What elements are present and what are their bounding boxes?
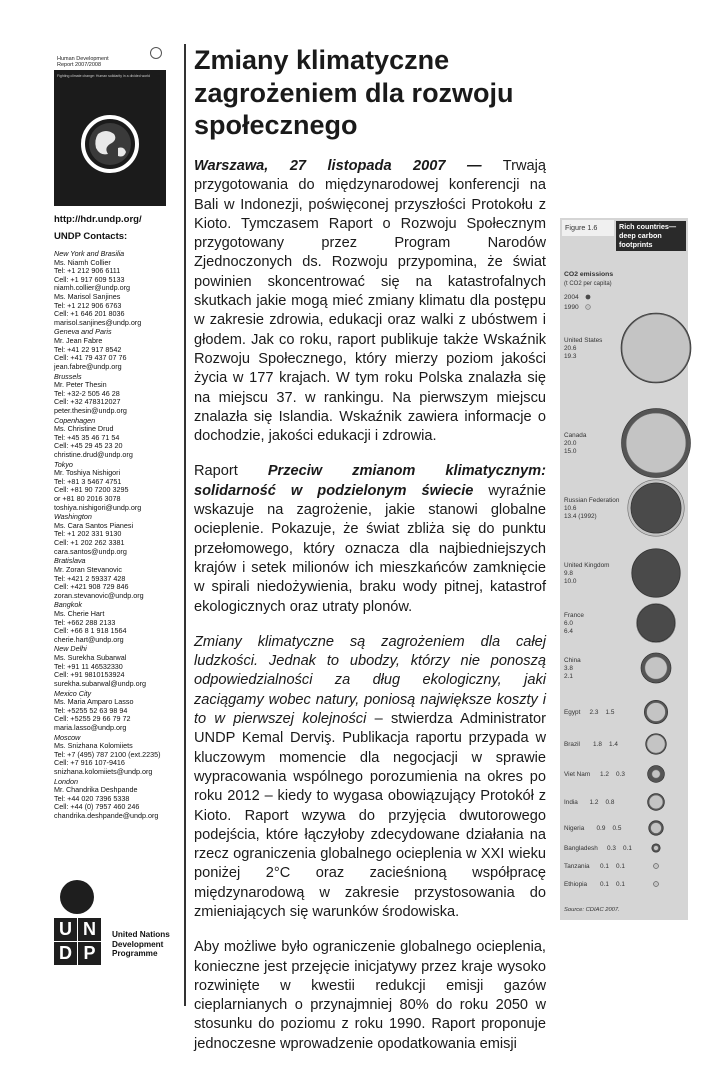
country-label: Nigeria [564, 825, 585, 832]
bubble-2004 [632, 549, 680, 597]
legend-marker-2004 [586, 295, 591, 300]
paragraph-text: – stwierdza Administrator UNDP Kemal Derviş. Publikacja raportu przypada w kluczowym momencie dla negocjacji w sprawie wypracowania wspólnego porozumienia na okres po roku 2012 – kiedy to wygasa obowiązujący Protokół z Kioto. Raport wzywa do przyjęcia dwutorowego podejścia, które łączyłoby zdecydowane działania na rzecz ograniczenia globalnego ocieplenia w XXI wieku poniżej 2°C oraz zacieśnioną współpracę międzynarodową w zakresie przystosowania do zmieniających się warunków środowiska. [194, 711, 546, 920]
value-2004-label: 0.3 [607, 845, 616, 852]
contact-line: Ms. Christine Drud [54, 424, 114, 434]
country-label: Viet Nam [564, 771, 591, 778]
contact-line: Cell: +1 202 262 3381 [54, 538, 125, 548]
country-label: Russian Federation [564, 497, 620, 504]
country-label: United States [564, 337, 603, 344]
value-1990-label: 1.4 [609, 741, 618, 748]
contact-line: Ms. Niamh Collier [54, 257, 111, 267]
title-line: zagrożeniem dla rozwoju [194, 77, 514, 108]
office-city: Moscow [54, 732, 81, 742]
contact-email[interactable]: snizhana.kolomiiets@undp.org [54, 766, 153, 776]
value-2004-label: 0.1 [600, 863, 609, 870]
source-note: Source: CDIAC 2007. [564, 907, 620, 913]
value-2004-label: 0.9 [596, 825, 606, 832]
contact-line: Cell: +66 8 1 918 1564 [54, 626, 127, 636]
logo-letter-p: P [78, 942, 101, 965]
bubble-1990 [647, 735, 665, 753]
cover-subtitle: Fighting climate change: Human solidarity in a divided world [57, 74, 150, 78]
contact-email[interactable]: surekha.subarwal@undp.org [54, 678, 147, 688]
bubble-1990 [654, 882, 659, 887]
contact-line: Tel: +91 11 46532330 [54, 661, 123, 671]
dateline: Warszawa, 27 listopada 2007 — [194, 158, 482, 174]
value-2004-label: 10.6 [564, 505, 577, 512]
title-line: społecznego [194, 110, 358, 140]
bubble-1990 [622, 314, 690, 382]
figure-title [616, 221, 686, 251]
legend-label-1990: 1990 [564, 304, 579, 311]
office-block [54, 250, 184, 327]
value-1990-label: 0.1 [616, 881, 625, 888]
undp-logo [54, 880, 106, 964]
contact-email[interactable]: marisol.sanjines@undp.org [54, 317, 142, 327]
office-city: Bratislava [54, 556, 86, 566]
office-city: Mexico City [54, 688, 92, 698]
contact-line: Mr. Jean Fabre [54, 336, 103, 346]
contact-line: Tel: +44 020 7396 5338 [54, 793, 130, 803]
bubble-chart [560, 218, 688, 920]
value-1990-label: 0.5 [612, 825, 622, 832]
contact-email[interactable]: cara.santos@undp.org [54, 546, 127, 556]
office-block [54, 373, 184, 416]
organization-name [112, 930, 170, 959]
legend-label-2004: 2004 [564, 294, 579, 301]
contact-line: Cell: +44 (0) 7957 460 246 [54, 802, 140, 812]
value-2004-label: 1.8 [593, 741, 602, 748]
value-1990-label: 0.1 [616, 863, 625, 870]
report-cover-image [54, 44, 166, 206]
country-label: China [564, 657, 581, 664]
office-city: Washington [54, 512, 92, 522]
country-label: Canada [564, 432, 587, 439]
figure-title-line: deep carbon [619, 230, 662, 240]
country-label: India [564, 799, 578, 806]
contact-line: Cell: +421 908 729 846 [54, 582, 129, 592]
legend-title: CO2 emissions [564, 271, 614, 278]
contact-line: Tel: +81 3 5467 4751 [54, 476, 122, 486]
office-city: New Delhi [54, 644, 87, 654]
contact-line: Ms. Cara Santos Pianesi [54, 520, 134, 530]
value-1990-label: 10.0 [564, 578, 577, 585]
contact-line: Ms. Marisol Sanjines [54, 291, 121, 301]
bubble-1990 [652, 770, 660, 778]
office-city: Copenhagen [54, 415, 96, 425]
contact-email[interactable]: chandrika.deshpande@undp.org [54, 811, 159, 821]
un-emblem-icon [60, 880, 94, 914]
country-label: United Kingdom [564, 562, 610, 569]
value-1990-label: 19.3 [564, 353, 577, 360]
country-label: Brazil [564, 741, 580, 748]
bubble-1990 [645, 657, 667, 679]
paragraph-text: Trwają przygotowania do międzynarodowej konferencji na Bali w Indonezji, poświęconej przyszłości Protokołu z Kioto. Tymczasem Raport o Rozwoju Społecznym przygotowany przez Program Narodów Zjednoczonych ds. Rozwoju przypomina, że świat powinien skoncentrować się na katastrofalnych skutkach jakie mogą mieć zmiany klimatu dla postępu w zakresie zdrowia, edukacji oraz walki z ubóstwem i głodem. Jak co roku, raport publikuje także Wskaźnik Rozwoju Społecznego, który mierzy poziom jakości życia w 177 krajach. W tym roku Polska znalazła się na miejscu 37. w rankingu. Na pierwszym miejscu znalazła się Islandia. Wskaźnik zawiera informacje o dochodzie, jakości edukacji i zdrowia. [194, 158, 546, 445]
value-1990-label: 0.3 [616, 771, 625, 778]
value-2004-label: 1.2 [600, 771, 609, 778]
bubble-1990 [651, 823, 662, 834]
office-block [54, 461, 184, 513]
title-line: Zmiany klimatyczne [194, 45, 450, 75]
logo-letter-u: U [54, 918, 77, 941]
country-label: Bangladesh [564, 845, 598, 852]
paragraph-report [194, 462, 546, 616]
country-label: France [564, 612, 584, 619]
value-2004-label: 0.1 [600, 881, 609, 888]
office-block [54, 734, 184, 777]
figure-number: Figure 1.6 [562, 220, 614, 236]
contact-email[interactable]: christine.drud@undp.org [54, 449, 133, 459]
paragraph-intro [194, 157, 546, 446]
paragraph-text: wyraźnie wskazuje na zagrożenie, jakie stanowi globalne ocieplenie. Pokazuje, że świat zbliża się do punktu przełomowego, który oznacza dla najbiedniejszych krajów i setek milionów ich mieszkańców zamknięcie w spirali niedożywienia, braku wody pitnej, katastrof ekologicznych oraz utraty plonów. [194, 482, 546, 615]
paragraph-text: Raport [194, 463, 268, 480]
value-2004-label: 9.8 [564, 570, 573, 577]
contacts-heading: UNDP Contacts: [54, 231, 128, 242]
value-1990-label: 2.1 [564, 673, 573, 680]
contact-line: Cell: +7 916 107-9416 [54, 758, 125, 768]
contact-line: Ms. Snizhana Kolomiiets [54, 741, 133, 751]
hdr-website-link[interactable]: http://hdr.undp.org/ [54, 214, 142, 225]
office-block [54, 778, 184, 821]
contact-line: Tel: +41 22 917 8542 [54, 344, 122, 354]
contact-line: Cell: +32 478312027 [54, 397, 121, 407]
office-city: Bangkok [54, 600, 82, 610]
contact-email[interactable]: zoran.stevanovic@undp.org [54, 590, 144, 600]
bubble-1990 [647, 703, 666, 722]
contact-email[interactable]: toshiya.nishigori@undp.org [54, 502, 142, 512]
bubble-1990 [626, 413, 686, 473]
contact-line: Mr. Chandrika Deshpande [54, 785, 138, 795]
office-block [54, 328, 184, 371]
contact-line: Mr. Zoran Stevanovic [54, 564, 122, 574]
country-label: Tanzania [564, 863, 590, 870]
value-2004-label: 6.0 [564, 620, 573, 627]
contact-line: Tel: +421 2 59337 428 [54, 573, 126, 583]
contact-email[interactable]: peter.thesin@undp.org [54, 405, 127, 415]
contact-line: Tel: +1 212 906 6763 [54, 300, 122, 310]
country-label: Ethiopia [564, 881, 588, 888]
bubble-1990 [649, 795, 663, 809]
contact-line: Tel: +7 (495) 787 2100 (ext.2235) [54, 749, 161, 759]
contact-line: Cell: +41 79 437 07 76 [54, 353, 127, 363]
value-1990-label: 0.8 [605, 799, 615, 806]
contact-line: Mr. Toshiya Nishigori [54, 468, 121, 478]
value-2004-label: 2.3 [589, 709, 599, 716]
contact-line: Cell: +5255 29 66 79 72 [54, 714, 131, 724]
office-block [54, 513, 184, 556]
org-name-line: United Nations [112, 930, 170, 939]
contact-line: Tel: +5255 52 63 98 94 [54, 705, 128, 715]
contact-email[interactable]: maria.lasso@undp.org [54, 722, 127, 732]
office-city: London [54, 776, 78, 786]
office-city: Brussels [54, 371, 82, 381]
paragraph-quote [194, 633, 546, 922]
value-2004-label: 1.2 [589, 799, 599, 806]
contact-email[interactable]: jean.fabre@undp.org [54, 361, 122, 371]
column-divider [184, 44, 186, 1006]
office-block [54, 557, 184, 600]
contact-line: Cell: +1 917 609 5133 [54, 274, 125, 284]
contact-line: Cell: +45 29 45 23 20 [54, 441, 123, 451]
logo-letter-d: D [54, 942, 77, 965]
value-1990-label: 1.5 [605, 709, 615, 716]
contact-email[interactable]: niamh.collier@undp.org [54, 283, 131, 293]
legend-marker-1990 [586, 305, 591, 310]
report-title: Przeciw zmianom klimatycznym: solidarność w podzielonym świecie [194, 463, 546, 499]
contact-line: Tel: +1 212 906 6111 [54, 266, 121, 276]
contact-line: Cell: +1 646 201 8036 [54, 309, 125, 319]
office-block [54, 645, 184, 688]
office-block [54, 417, 184, 460]
contact-line: Tel: +32-2 505 46 28 [54, 388, 120, 398]
bubble-2004 [637, 604, 675, 642]
contact-line: Tel: +662 288 2133 [54, 617, 116, 627]
office-city: New York and Brasilia [54, 249, 125, 258]
contact-line: Ms. Cherie Hart [54, 609, 105, 618]
value-1990-label: 15.0 [564, 448, 577, 455]
paragraph-text: Aby możliwe było ograniczenie globalnego ocieplenia, konieczne jest przejęcie inicjatywy przez kraje wysoko rozwinięte w kwestii redukcji emisji gazów cieplarnianych o przynajmniej 80% do roku 2050 w stosunku do poziomu z roku 1990. Raport proponuje jednoczesne wprowadzenie opodatkowania emisji [194, 939, 546, 1052]
office-block [54, 690, 184, 733]
country-label: Egypt [564, 709, 581, 716]
org-name-line: Programme [112, 949, 158, 959]
value-1990-label: 13.4 (1992) [564, 513, 597, 520]
article-title [194, 44, 554, 142]
contact-line: Cell: +91 9810153924 [54, 670, 125, 680]
office-block [54, 601, 184, 644]
contact-email[interactable]: cherie.hart@undp.org [54, 634, 124, 644]
office-city: Tokyo [54, 459, 73, 469]
contact-line: Cell: +81 90 7200 3295 [54, 485, 129, 495]
paragraph-emissions [194, 938, 546, 1054]
figure-carbon-footprints [560, 218, 688, 920]
undp-letter-grid [54, 918, 100, 964]
contact-line: or +81 80 2016 3078 [54, 494, 121, 503]
bubble-2004 [631, 483, 681, 533]
quote-text: Zmiany klimatyczne są zagrożeniem dla całej ludzkości. Jednak to ubodzy, którzy nie ponoszą odpowiedzialności za dług ekologiczny, jaki zaciągamy wobec natury, poniosą największe koszty i to w pierwszej kolejności [194, 633, 546, 728]
org-name-line: Development [112, 939, 164, 949]
bubble-1990 [654, 864, 659, 869]
contacts-list [54, 250, 184, 822]
figure-title-line: Rich countries— [619, 222, 677, 231]
cover-title-line2: Report 2007/2008 [57, 62, 102, 68]
contact-line: Mr. Peter Thesin [54, 380, 107, 390]
value-2004-label: 20.6 [564, 345, 577, 352]
cover-title-line1: Human Development [57, 56, 109, 62]
contact-line: Ms. Maria Amparo Lasso [54, 697, 134, 707]
value-2004-label: 3.8 [564, 665, 573, 672]
value-1990-label: 6.4 [564, 628, 573, 635]
bubble-1990 [654, 846, 659, 851]
contact-line: Tel: +1 202 331 9130 [54, 529, 122, 539]
value-1990-label: 0.1 [623, 845, 632, 852]
figure-title-line: footprints [619, 239, 653, 249]
cover-globe-graphic [54, 44, 166, 206]
office-city: Geneva and Paris [54, 327, 112, 337]
legend-unit: (t CO2 per capita) [564, 281, 612, 287]
article-body [194, 157, 546, 1070]
contact-line: Ms. Surekha Subarwal [54, 653, 127, 663]
value-2004-label: 20.0 [564, 440, 577, 447]
logo-letter-n: N [78, 918, 101, 941]
contact-line: Tel: +45 35 46 71 54 [54, 432, 120, 442]
